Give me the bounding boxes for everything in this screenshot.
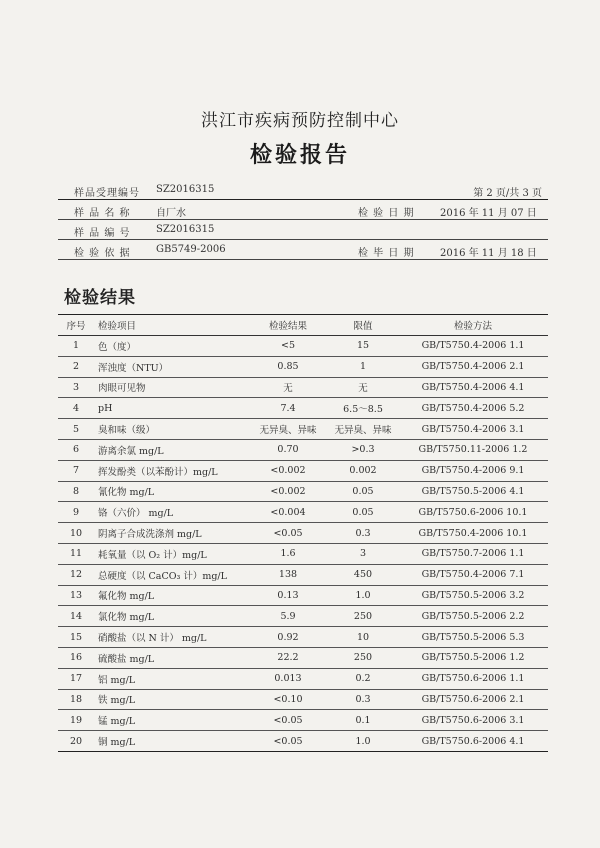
cell-result: <0.002 — [248, 460, 328, 481]
sample-number-value: SZ2016315 — [156, 224, 215, 235]
meta-row-receipt — [58, 180, 548, 200]
sample-info — [58, 180, 548, 260]
cell-limit: 0.05 — [328, 481, 398, 502]
cell-result: 138 — [248, 564, 328, 585]
table-row — [58, 731, 548, 752]
cell-item: 浑浊度（NTU） — [94, 356, 248, 377]
table-row — [58, 710, 548, 731]
cell-limit: 10 — [328, 627, 398, 648]
cell-method: GB/T5750.4-2006 5.2 — [398, 398, 548, 419]
table-row — [58, 627, 548, 648]
header-method: 检验方法 — [398, 315, 548, 336]
meta-row-sample-number — [58, 220, 548, 240]
cell-no: 1 — [58, 336, 94, 357]
cell-limit: 0.002 — [328, 460, 398, 481]
cell-item: 氰化物 mg/L — [94, 481, 248, 502]
table-row — [58, 585, 548, 606]
cell-method: GB/T5750.5-2006 5.3 — [398, 627, 548, 648]
cell-result: 1.6 — [248, 543, 328, 564]
cell-no: 10 — [58, 523, 94, 544]
cell-result: 22.2 — [248, 647, 328, 668]
cell-limit: 450 — [328, 564, 398, 585]
cell-method: GB/T5750.5-2006 3.2 — [398, 585, 548, 606]
header-result: 检验结果 — [248, 315, 328, 336]
cell-item: 阴离子合成洗涤剂 mg/L — [94, 523, 248, 544]
cell-limit: 6.5～8.5 — [328, 398, 398, 419]
cell-item: 氟化物 mg/L — [94, 585, 248, 606]
org-name: 洪江市疾病预防控制中心 — [201, 111, 399, 131]
cell-item: 肉眼可见物 — [94, 377, 248, 398]
cell-item: 游离余氯 mg/L — [94, 439, 248, 460]
completion-date-label: 检 毕 日 期 — [358, 248, 415, 259]
cell-result: <5 — [248, 336, 328, 357]
sample-name-value: 自厂水 — [156, 208, 186, 219]
cell-limit: 0.3 — [328, 523, 398, 544]
table-row — [58, 606, 548, 627]
cell-item: 硫酸盐 mg/L — [94, 647, 248, 668]
table-row — [58, 481, 548, 502]
table-row — [58, 356, 548, 377]
meta-row-sample-name — [58, 200, 548, 220]
cell-method: GB/T5750.4-2006 2.1 — [398, 356, 548, 377]
cell-method: GB/T5750.4-2006 7.1 — [398, 564, 548, 585]
cell-item: 总硬度（以 CaCO₃ 计）mg/L — [94, 564, 248, 585]
cell-result: <0.10 — [248, 689, 328, 710]
cell-item: 臭和味（级） — [94, 419, 248, 440]
cell-result: 7.4 — [248, 398, 328, 419]
cell-limit: 1.0 — [328, 585, 398, 606]
table-header-row — [58, 315, 548, 336]
sample-name-label: 样 品 名 称 — [74, 208, 131, 219]
results-body — [58, 336, 548, 752]
cell-item: 硝酸盐（以 N 计） mg/L — [94, 627, 248, 648]
cell-item: pH — [94, 398, 248, 419]
cell-item: 铁 mg/L — [94, 689, 248, 710]
cell-no: 2 — [58, 356, 94, 377]
table-row — [58, 377, 548, 398]
completion-date-value: 2016 年 11 月 18 日 — [440, 248, 537, 259]
cell-method: GB/T5750.6-2006 10.1 — [398, 502, 548, 523]
receipt-number-label: 样品受理编号 — [74, 188, 140, 199]
sample-number-label: 样 品 编 号 — [74, 228, 131, 239]
cell-result: <0.002 — [248, 481, 328, 502]
cell-limit: 3 — [328, 543, 398, 564]
cell-limit: 15 — [328, 336, 398, 357]
cell-no: 4 — [58, 398, 94, 419]
cell-limit: 1 — [328, 356, 398, 377]
cell-method: GB/T5750.4-2006 4.1 — [398, 377, 548, 398]
cell-method: GB/T5750.11-2006 1.2 — [398, 439, 548, 460]
cell-no: 8 — [58, 481, 94, 502]
results-table — [58, 314, 548, 752]
cell-result: <0.05 — [248, 731, 328, 752]
cell-method: GB/T5750.6-2006 3.1 — [398, 710, 548, 731]
cell-result: 0.85 — [248, 356, 328, 377]
cell-method: GB/T5750.6-2006 1.1 — [398, 668, 548, 689]
test-basis-label: 检 验 依 据 — [74, 248, 131, 259]
cell-no: 11 — [58, 543, 94, 564]
cell-result: 0.92 — [248, 627, 328, 648]
header-item: 检验项目 — [94, 315, 248, 336]
cell-method: GB/T5750.6-2006 2.1 — [398, 689, 548, 710]
cell-method: GB/T5750.5-2006 1.2 — [398, 647, 548, 668]
cell-result: 无异臭、异味 — [248, 419, 328, 440]
cell-item: 色（度） — [94, 336, 248, 357]
cell-no: 9 — [58, 502, 94, 523]
test-date-value: 2016 年 11 月 07 日 — [440, 208, 537, 219]
cell-result: 0.70 — [248, 439, 328, 460]
cell-no: 20 — [58, 731, 94, 752]
table-row — [58, 647, 548, 668]
cell-limit: 0.3 — [328, 689, 398, 710]
header-no: 序号 — [58, 315, 94, 336]
table-row — [58, 419, 548, 440]
cell-limit: 无异臭、异味 — [328, 419, 398, 440]
test-basis-value: GB5749-2006 — [156, 244, 226, 255]
cell-limit: 250 — [328, 606, 398, 627]
cell-method: GB/T5750.5-2006 4.1 — [398, 481, 548, 502]
cell-no: 7 — [58, 460, 94, 481]
cell-item: 耗氧量（以 O₂ 计）mg/L — [94, 543, 248, 564]
cell-limit: 无 — [328, 377, 398, 398]
section-title: 检验结果 — [64, 288, 136, 308]
cell-no: 18 — [58, 689, 94, 710]
cell-no: 15 — [58, 627, 94, 648]
cell-method: GB/T5750.4-2006 3.1 — [398, 419, 548, 440]
cell-no: 6 — [58, 439, 94, 460]
table-row — [58, 460, 548, 481]
table-row — [58, 523, 548, 544]
cell-result: 无 — [248, 377, 328, 398]
meta-row-basis — [58, 240, 548, 260]
cell-limit: 0.2 — [328, 668, 398, 689]
cell-no: 3 — [58, 377, 94, 398]
cell-limit: 0.1 — [328, 710, 398, 731]
cell-result: 5.9 — [248, 606, 328, 627]
cell-limit: >0.3 — [328, 439, 398, 460]
cell-limit: 1.0 — [328, 731, 398, 752]
cell-method: GB/T5750.4-2006 9.1 — [398, 460, 548, 481]
header-limit: 限值 — [328, 315, 398, 336]
cell-item: 氯化物 mg/L — [94, 606, 248, 627]
cell-method: GB/T5750.6-2006 4.1 — [398, 731, 548, 752]
cell-item: 挥发酚类（以苯酚计）mg/L — [94, 460, 248, 481]
cell-result: <0.05 — [248, 710, 328, 731]
cell-result: <0.05 — [248, 523, 328, 544]
cell-result: 0.013 — [248, 668, 328, 689]
cell-no: 5 — [58, 419, 94, 440]
cell-limit: 0.05 — [328, 502, 398, 523]
cell-method: GB/T5750.5-2006 2.2 — [398, 606, 548, 627]
cell-no: 16 — [58, 647, 94, 668]
cell-no: 19 — [58, 710, 94, 731]
report-title: 检验报告 — [249, 142, 350, 168]
table-row — [58, 398, 548, 419]
cell-no: 13 — [58, 585, 94, 606]
table-row — [58, 502, 548, 523]
cell-no: 14 — [58, 606, 94, 627]
table-row — [58, 564, 548, 585]
table-row — [58, 543, 548, 564]
table-row — [58, 439, 548, 460]
cell-item: 铝 mg/L — [94, 668, 248, 689]
cell-item: 铜 mg/L — [94, 731, 248, 752]
table-row — [58, 668, 548, 689]
table-row — [58, 689, 548, 710]
cell-method: GB/T5750.4-2006 10.1 — [398, 523, 548, 544]
cell-limit: 250 — [328, 647, 398, 668]
page-indicator: 第 2 页/共 3 页 — [473, 188, 542, 199]
cell-no: 12 — [58, 564, 94, 585]
table-row — [58, 336, 548, 357]
cell-no: 17 — [58, 668, 94, 689]
receipt-number-value: SZ2016315 — [156, 184, 215, 195]
cell-method: GB/T5750.4-2006 1.1 — [398, 336, 548, 357]
cell-item: 铬（六价） mg/L — [94, 502, 248, 523]
cell-method: GB/T5750.7-2006 1.1 — [398, 543, 548, 564]
cell-result: <0.004 — [248, 502, 328, 523]
test-date-label: 检 验 日 期 — [358, 208, 415, 219]
cell-result: 0.13 — [248, 585, 328, 606]
cell-item: 锰 mg/L — [94, 710, 248, 731]
